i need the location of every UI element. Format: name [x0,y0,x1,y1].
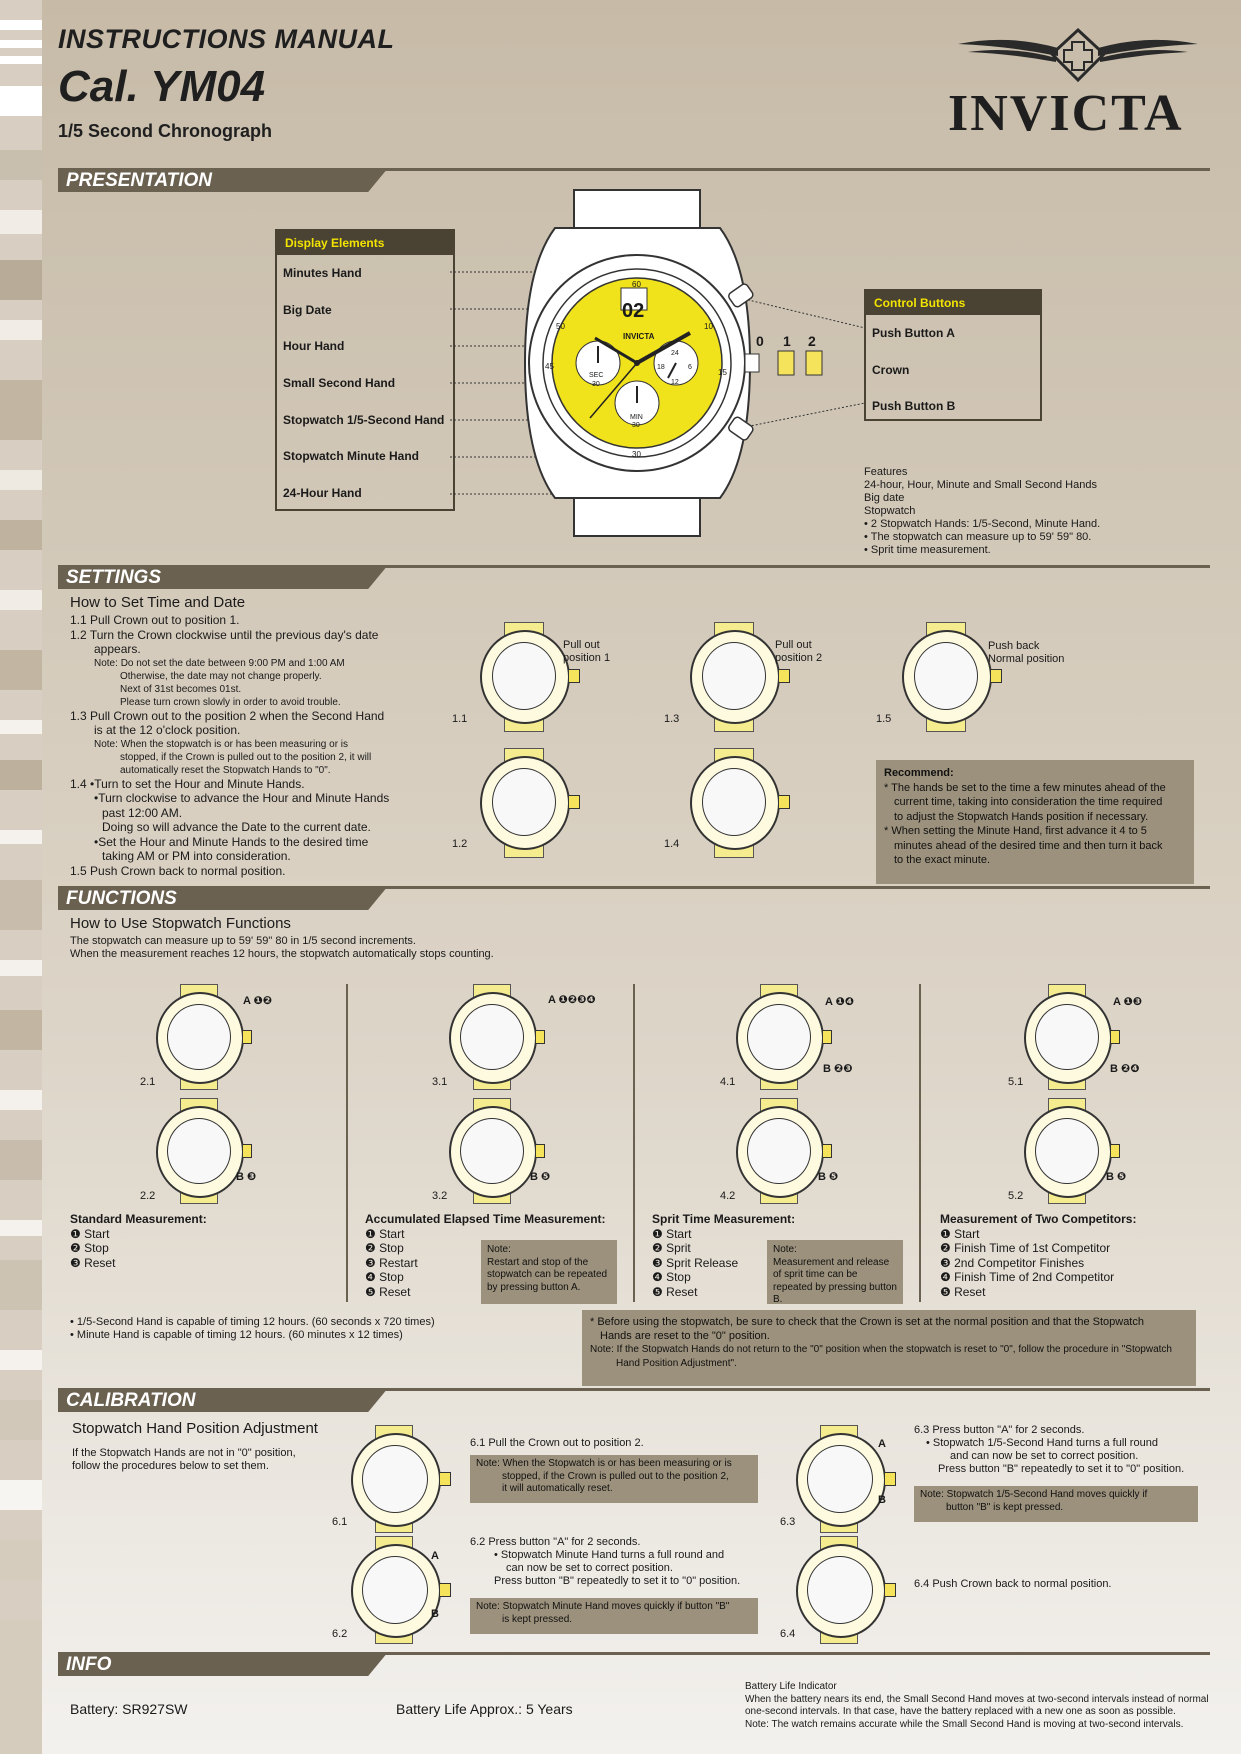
settings-heading: How to Set Time and Date [70,594,246,611]
divider [919,984,921,1302]
mini-watch [150,1098,246,1202]
figure-label: 5.2 [1008,1190,1024,1202]
step-6-1: 6.1 Pull the Crown out to position 2. [470,1437,644,1449]
settings-steps: 1.1 Pull Crown out to position 1. 1.2 Turn the Crown clockwise until the previous day's date appears. Note: Do not set the date between 9:00 PM and 1:00 AM Otherwise, the date may not change properly. Next of 31st becomes 01st. Please turn crown slowly in order to avoid trouble. 1.3 Pull Crown out to the position 2 when the Second Hand is at the 12 o'clock position. Note: When the stopwatch is or has been measuring or is stopped, if the Crown is pulled out to the position 2, it will automatically reset the Stopwatch Hands to "0". 1.4 •Turn to set the Hour and Minute Hands. •Turn clockwise to advance the Hour and Minute Hands past 12:00 AM. Doing so will advance the Date to the current date. •Set the Hour and Minute Hands to the desired time taking AM or PM into consideration. 1.5 Push Crown back to normal position. [70,613,390,878]
crown-position-label: 2 [808,333,816,349]
button-callout: B ❷❸ [823,1063,853,1075]
decorative-stripes [0,0,42,1754]
mini-watch [150,984,246,1088]
functions-intro: The stopwatch can measure up to 59' 59" 80 in 1/5 second increments. When the measurement reaches 12 hours, the stopwatch automatically stops counting. [70,935,494,960]
subtitle: 1/5 Second Chronograph [58,121,273,141]
display-item: Stopwatch Minute Hand [283,449,419,464]
features-title: Features [864,466,908,478]
two-competitors-measurement: Measurement of Two Competitors: ❶ Start ❷ Finish Time of 1st Competitor ❸ 2nd Competitor Finishes ❹ Finish Time of 2nd Competitor ❺ Reset [940,1212,1137,1299]
mini-watch [894,622,994,730]
caliber-title: Cal. YM04 [58,62,266,111]
button-callout: B ❺ [818,1171,839,1183]
mini-watch [790,1425,888,1531]
section-title: PRESENTATION [66,170,213,191]
section-title: SETTINGS [66,567,162,588]
subdial-label: 30 [592,381,600,388]
button-callout: B ❺ [1106,1171,1127,1183]
stopwatch-warning: * Before using the stopwatch, be sure to check that the Crown is set at the normal position and that the Stopwatch Hands are reset to the "0" position. Note: If the Stopwatch Hands do not return to the "0" position when the stopwatch is reset to "0", follow the procedure in "Stopwatch Hand Position Adjustment". [582,1310,1196,1386]
section-functions [58,886,1210,910]
mini-watch [730,984,826,1088]
control-buttons-box [864,289,1042,421]
figure-label: 3.1 [432,1076,448,1088]
features-line: 24-hour, Hour, Minute and Small Second Hands [864,479,1097,491]
button-callout: A ❶❸ [1113,996,1143,1008]
figure-label: 3.2 [432,1190,448,1202]
display-item: Hour Hand [283,339,345,354]
note-6-3: Note: Stopwatch 1/5-Second Hand moves quickly if button "B" is kept pressed. [914,1486,1198,1522]
recommend-box: Recommend: * The hands be set to the time a few minutes ahead of the current time, taking into consideration the time required to adjust the Stopwatch Hands position if necessary. * When setting the Minute Hand, first advance it 4 to 5 minutes ahead of the desired time and then turn it back to the exact minute. [876,760,1194,884]
mini-watch [682,622,782,730]
accumulated-note: Note: Restart and stop of the stopwatch can be repeated by pressing button A. [481,1240,617,1304]
divider [346,984,348,1302]
features-bullet: • 2 Stopwatch Hands: 1/5-Second, Minute Hand. [864,518,1101,530]
subdial-label: 30 [632,422,640,429]
features-bullet: • The stopwatch can measure up to 59' 59" 80. [864,531,1092,543]
button-callout: A ❶❷ [243,995,273,1007]
sprit-measurement: Sprit Time Measurement: ❶ Start ❷ Sprit ❸ Sprit Release ❹ Stop ❺ Reset [652,1212,796,1299]
date-window: 02 [622,300,645,322]
battery-life: Battery Life Approx.: 5 Years [396,1701,573,1717]
main-watch-illustration [450,188,880,538]
display-elements-box [275,229,455,511]
step-6-4: 6.4 Push Crown back to normal position. [914,1578,1112,1590]
figure-label: 1.1 [452,713,468,725]
tick-label: 60 [632,280,641,289]
display-item: Stopwatch 1/5-Second Hand [283,412,445,427]
mini-watch [1018,984,1114,1088]
figure-label: 6.4 [780,1628,796,1640]
button-callout: A ❶❷❸❹ [548,994,596,1006]
button-callout: B [878,1494,886,1506]
instruction-label: Push back Normal position [988,640,1065,665]
crown-position-label: 0 [756,333,764,349]
button-callout: A [431,1550,439,1562]
battery-indicator: Battery Life Indicator When the battery nears its end, the Small Second Hand moves at two-second intervals instead of normal one-second intervals. In that case, have the battery replaced with a new one as soon as possible. Note: The watch remains accurate while the Small Second Hand is moving at two-second intervals. [745,1681,1209,1730]
tick-label: 10 [704,322,713,331]
calibration-heading: Stopwatch Hand Position Adjustment [72,1420,318,1437]
brand-logo: INVICTA [948,85,1184,142]
tick-label: 15 [718,368,727,377]
button-callout: B ❷❹ [1110,1063,1140,1075]
tick-label: 45 [545,362,554,371]
figure-label: 4.2 [720,1190,736,1202]
features-line: Big date [864,492,905,504]
mini-watch [345,1536,443,1642]
section-title: FUNCTIONS [66,888,177,909]
mini-watch [345,1425,443,1531]
mini-watch [443,1098,539,1202]
figure-label: 2.1 [140,1076,156,1088]
instruction-label: Pull out position 2 [775,639,823,664]
step-6-3: 6.3 Press button "A" for 2 seconds. • Stopwatch 1/5-Second Hand turns a full round and can now be set to correct position. Press button "B" repeatedly to set it to "0" position. [914,1424,1185,1475]
mini-watch [790,1536,888,1642]
functions-heading: How to Use Stopwatch Functions [70,915,291,932]
mini-watch [443,984,539,1088]
figure-label: 2.2 [140,1190,156,1202]
mini-watch [472,748,572,856]
section-title: CALIBRATION [66,1390,196,1411]
section-calibration [58,1388,1210,1412]
display-item: 24-Hour Hand [283,486,362,501]
figure-label: 1.3 [664,713,680,725]
subdial-label: 18 [657,364,665,371]
capacity-notes: • 1/5-Second Hand is capable of timing 12 hours. (60 seconds x 720 times) • Minute Hand is capable of timing 12 hours. (60 minutes x 12 times) [70,1316,435,1341]
control-item: Push Button B [872,399,956,414]
control-buttons-title: Control Buttons [866,291,1040,315]
tick-label: 50 [556,322,565,331]
display-item: Big Date [283,302,332,317]
features-bullet: • Sprit time measurement. [864,544,991,556]
battery-type: Battery: SR927SW [70,1701,188,1717]
subdial-label: 24 [671,350,679,357]
subdial-label: 12 [671,379,679,386]
tick-label: 30 [632,450,641,459]
display-elements-title: Display Elements [277,231,453,255]
subdial-label: SEC [589,372,604,379]
mini-watch [730,1098,826,1202]
manual-title: INSTRUCTIONS MANUAL [58,24,395,54]
crown-position-label: 1 [783,333,791,349]
button-callout: B ❸ [236,1171,257,1183]
button-callout: B [431,1608,439,1620]
button-callout: A [878,1438,886,1450]
features-block [864,466,1204,557]
figure-label: 6.2 [332,1628,348,1640]
instruction-label: Pull out position 1 [563,639,611,664]
mini-watch [682,748,782,856]
sprit-note: Note: Measurement and release of sprit time can be repeated by pressing button B. [767,1240,903,1304]
calibration-intro: If the Stopwatch Hands are not in "0" position, follow the procedures below to set them. [72,1447,296,1472]
section-title: INFO [66,1654,112,1675]
mini-watch [1018,1098,1114,1202]
dial-brand: INVICTA [623,332,655,341]
figure-label: 6.3 [780,1516,796,1528]
figure-label: 4.1 [720,1076,736,1088]
subdial-label: 6 [688,364,692,371]
divider [633,984,635,1302]
subdial-label: MIN [630,414,643,421]
figure-label: 1.5 [876,713,892,725]
figure-label: 1.4 [664,838,680,850]
figure-label: 1.2 [452,838,468,850]
button-callout: B ❺ [530,1171,551,1183]
accumulated-measurement: Accumulated Elapsed Time Measurement: ❶ Start ❷ Stop ❸ Restart ❹ Stop ❺ Reset [365,1212,606,1299]
display-item: Small Second Hand [283,376,396,391]
features-line: Stopwatch [864,505,916,517]
section-settings [58,565,1210,589]
note-6-2: Note: Stopwatch Minute Hand moves quickly if button "B" is kept pressed. [470,1598,758,1634]
section-info [58,1652,1210,1676]
button-callout: A ❶❹ [825,996,855,1008]
control-item: Push Button A [872,326,955,340]
standard-measurement: Standard Measurement: ❶ Start ❷ Stop ❸ Reset [70,1212,207,1270]
mini-watch [472,622,572,730]
invicta-wings-logo-icon [948,26,1208,86]
step-6-2: 6.2 Press button "A" for 2 seconds. • Stopwatch Minute Hand turns a full round and can now be set to correct position. Press button "B" repeatedly to set it to "0" position. [470,1536,741,1587]
control-item: Crown [872,362,910,377]
note-6-1: Note: When the Stopwatch is or has been measuring or is stopped, if the Crown is pulled out to the position 2, it will automatically reset. [470,1455,758,1503]
figure-label: 5.1 [1008,1076,1024,1088]
figure-label: 6.1 [332,1516,348,1528]
display-item: Minutes Hand [283,266,362,280]
